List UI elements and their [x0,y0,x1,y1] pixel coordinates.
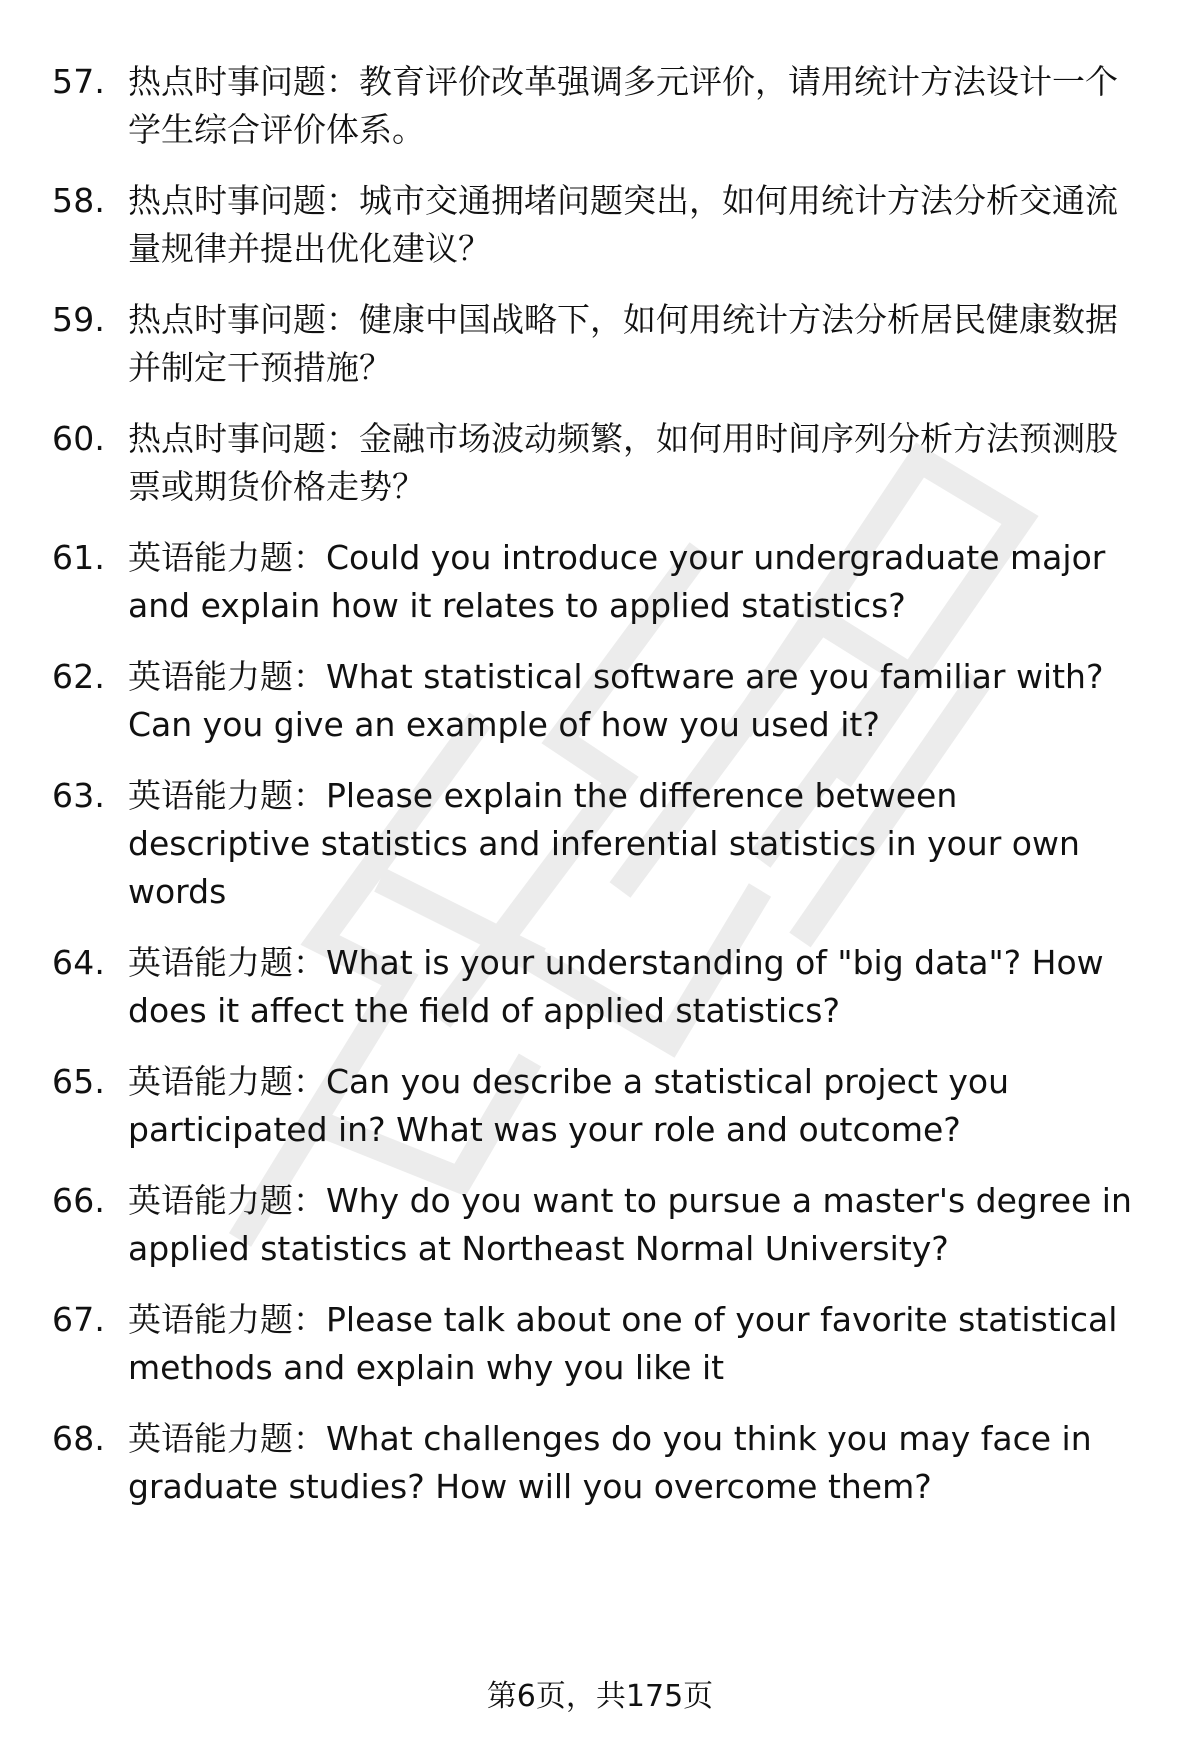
question-text: Could you introduce your undergraduate major and explain how it relates to applied statistics? [128,538,1106,625]
question-item-61 [52,534,1152,630]
question-number: 63. [52,776,106,815]
question-text: 教育评价改革强调多元评价，请用统计方法设计一个学生综合评价体系。 [128,62,1118,149]
question-number: 58. [52,181,106,220]
question-body [128,939,1152,1035]
question-number: 62. [52,657,106,696]
question-category: 英语能力题： [128,1419,326,1458]
question-number: 64. [52,943,106,982]
question-number: 65. [52,1062,106,1101]
question-body [128,534,1152,630]
question-category: 英语能力题： [128,1300,326,1339]
question-category: 热点时事问题： [128,181,359,220]
question-number: 68. [52,1419,106,1458]
question-text: What is your understanding of "big data"? How does it affect the field of applied statistics? [128,943,1104,1030]
question-number: 66. [52,1181,106,1220]
question-text: 金融市场波动频繁，如何用时间序列分析方法预测股票或期货价格走势？ [128,419,1118,506]
question-text: 城市交通拥堵问题突出，如何用统计方法分析交通流量规律并提出优化建议？ [128,181,1118,268]
question-item-66 [52,1177,1152,1273]
question-item-62 [52,653,1152,749]
question-body [128,58,1152,154]
question-item-60 [52,415,1152,511]
question-number: 57. [52,62,106,101]
question-item-59 [52,296,1152,392]
question-body [128,1177,1152,1273]
question-body [128,415,1152,511]
question-text: What statistical software are you familiar with? Can you give an example of how you used it? [128,657,1104,744]
question-body [128,1058,1152,1154]
page-number-footer: 第6页，共175页 [486,1679,714,1714]
question-item-57 [52,58,1152,154]
question-text: Can you describe a statistical project you participated in? What was your role and outcome? [128,1062,1010,1149]
question-category: 英语能力题： [128,776,326,815]
question-category: 热点时事问题： [128,62,359,101]
question-text: Please explain the difference between descriptive statistics and inferential statistics in your own words [128,776,1080,911]
question-body [128,177,1152,273]
question-body [128,772,1152,916]
question-category: 热点时事问题： [128,300,359,339]
question-item-63 [52,772,1152,916]
question-body [128,653,1152,749]
question-category: 热点时事问题： [128,419,359,458]
question-text: 健康中国战略下，如何用统计方法分析居民健康数据并制定干预措施？ [128,300,1118,387]
question-category: 英语能力题： [128,1181,326,1220]
question-text: Why do you want to pursue a master's degree in applied statistics at Northeast Normal University? [128,1181,1132,1268]
question-body [128,1415,1152,1511]
question-item-58 [52,177,1152,273]
question-text: Please talk about one of your favorite statistical methods and explain why you like it [128,1300,1118,1387]
question-number: 67. [52,1300,106,1339]
question-text: What challenges do you think you may face in graduate studies? How will you overcome them? [128,1419,1092,1506]
question-body [128,1296,1152,1392]
question-item-65 [52,1058,1152,1154]
question-number: 59. [52,300,106,339]
question-category: 英语能力题： [128,943,326,982]
question-category: 英语能力题： [128,1062,326,1101]
question-number: 60. [52,419,106,458]
question-item-67 [52,1296,1152,1392]
question-category: 英语能力题： [128,657,326,696]
question-body [128,296,1152,392]
question-category: 英语能力题： [128,538,326,577]
question-item-68 [52,1415,1152,1511]
question-item-64 [52,939,1152,1035]
question-number: 61. [52,538,106,577]
question-list [52,58,1152,1534]
